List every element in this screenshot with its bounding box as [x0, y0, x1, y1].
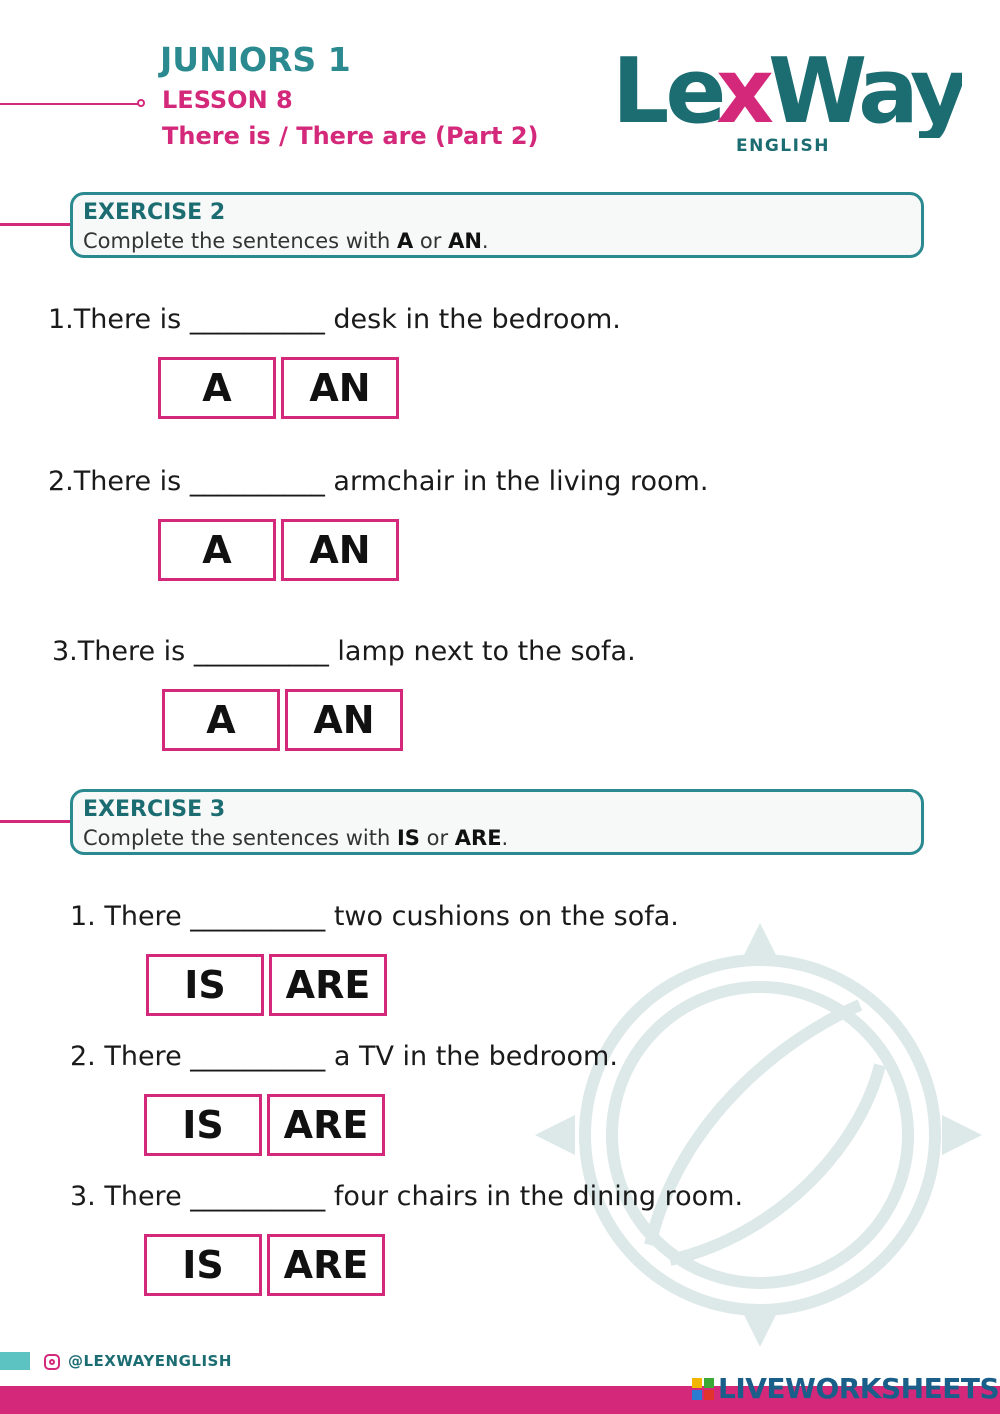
lesson-number: LESSON 8 — [162, 86, 293, 114]
exercise3-header — [70, 789, 924, 855]
social-handle: @LEXWAYENGLISH — [68, 1352, 232, 1370]
instruction-option-an: AN — [448, 229, 482, 253]
instruction-option-is: IS — [396, 826, 420, 850]
liveworksheets-mark-icon — [692, 1378, 714, 1400]
ex3-q1-option-are[interactable]: ARE — [269, 954, 387, 1016]
ex3-q2-option-is[interactable]: IS — [144, 1094, 262, 1156]
svg-text:x: x — [716, 39, 771, 138]
instruction-suffix: . — [481, 229, 489, 253]
exercise3-question-3: 3. There __________ four chairs in the dining room. — [70, 1181, 744, 1212]
logo-subtitle: ENGLISH — [736, 136, 830, 156]
exercise2-question-1: 1.There is __________ desk in the bedroom. — [48, 304, 621, 335]
exercise3-instruction — [83, 824, 911, 852]
instruction-connector: or — [419, 826, 455, 850]
ex3-q2-option-are[interactable]: ARE — [267, 1094, 385, 1156]
exercise2-question-3: 3.There is __________ lamp next to the sofa. — [52, 636, 636, 667]
compass-watermark-icon — [530, 915, 990, 1375]
svg-text:Le: Le — [612, 39, 723, 138]
header-decor-dot — [137, 99, 145, 107]
instruction-text: Complete the sentences with — [83, 229, 397, 253]
lesson-topic: There is / There are (Part 2) — [162, 122, 539, 150]
instruction-connector: or — [413, 229, 449, 253]
liveworksheets-brand[interactable]: LIVEWORKSHEETS — [718, 1372, 1000, 1405]
lexway-wordmark — [612, 38, 962, 138]
ex2-q2-option-a[interactable]: A — [158, 519, 276, 581]
exercise2-instruction — [83, 227, 911, 255]
lexway-logo — [612, 38, 962, 158]
exercise2-header — [70, 192, 924, 258]
ex2-q3-option-an[interactable]: AN — [285, 689, 403, 751]
exercise3-question-2: 2. There __________ a TV in the bedroom. — [70, 1041, 618, 1072]
svg-text:Way: Way — [768, 39, 962, 138]
ex3-q3-option-are[interactable]: ARE — [267, 1234, 385, 1296]
instruction-option-a: A — [396, 229, 414, 253]
ex3-q3-option-is[interactable]: IS — [144, 1234, 262, 1296]
ex2-q1-option-an[interactable]: AN — [281, 357, 399, 419]
exercise2-decor-line — [0, 223, 72, 226]
instagram-icon — [44, 1354, 60, 1370]
instruction-option-are: ARE — [454, 826, 502, 850]
footer-decor-tab — [0, 1352, 30, 1370]
ex2-q1-option-a[interactable]: A — [158, 357, 276, 419]
instruction-text: Complete the sentences with — [83, 826, 397, 850]
ex2-q2-option-an[interactable]: AN — [281, 519, 399, 581]
exercise3-title: EXERCISE 3 — [83, 797, 226, 822]
exercise2-question-2: 2.There is __________ armchair in the living room. — [48, 466, 709, 497]
exercise3-question-1: 1. There __________ two cushions on the sofa. — [70, 901, 679, 932]
ex3-q1-option-is[interactable]: IS — [146, 954, 264, 1016]
exercise3-decor-line — [0, 820, 72, 823]
ex2-q3-option-a[interactable]: A — [162, 689, 280, 751]
course-title: JUNIORS 1 — [160, 40, 351, 79]
instruction-suffix: . — [501, 826, 509, 850]
exercise2-title: EXERCISE 2 — [83, 200, 226, 225]
header-decor-line — [0, 103, 138, 105]
